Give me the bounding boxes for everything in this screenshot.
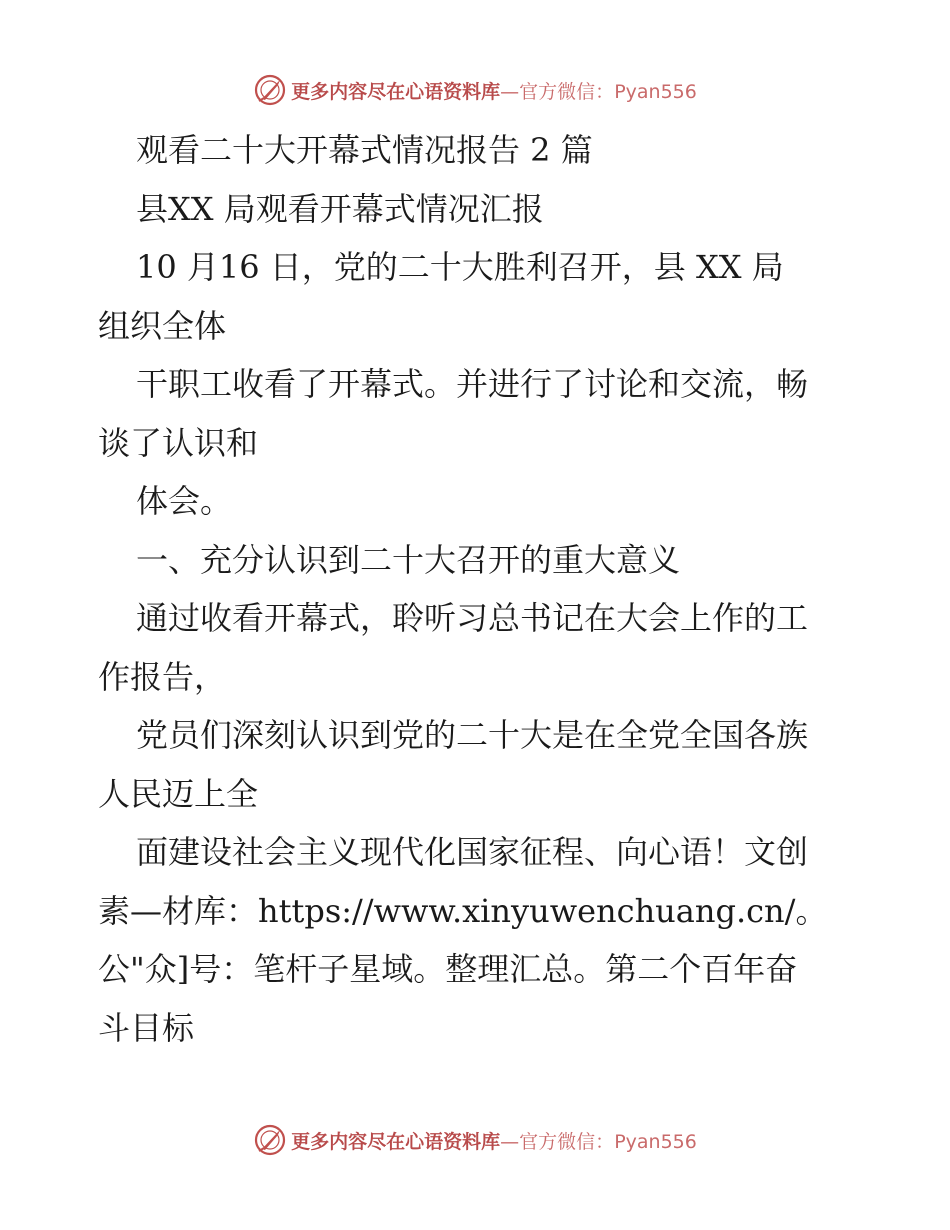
paragraph-line: 体会。 <box>136 482 233 520</box>
paragraph-line: 作报告， <box>98 657 227 696</box>
document-subtitle: 县XX 局观看开幕式情况汇报 <box>136 189 544 228</box>
paragraph-line: 素—材库：https://www.xinyuwenchuang.cn/。 <box>98 891 828 930</box>
watermark-text <box>291 77 697 104</box>
paragraph-line: 斗目标 <box>98 1008 195 1047</box>
paragraph-line: 面建设社会主义现代化国家征程、向心语！文创 <box>136 833 809 871</box>
document-body <box>98 121 858 1057</box>
quill-seal-icon <box>253 73 287 107</box>
section-heading: 一、充分认识到二十大召开的重大意义 <box>136 540 681 579</box>
watermark-contact-label: 官方微信： <box>519 80 615 103</box>
watermark-brand: 更多内容尽在心语资料库 <box>291 80 501 103</box>
paragraph-line: 干职工收看了开幕式。并进行了讨论和交流，畅 <box>136 365 809 403</box>
quill-seal-icon <box>253 1123 287 1157</box>
document-title: 观看二十大开幕式情况报告 2 篇 <box>136 131 593 169</box>
watermark-separator: — <box>500 80 520 103</box>
watermark-handle: Pyan556 <box>614 1130 697 1153</box>
paragraph-line: 10 月16 日，党的二十大胜利召开，县 XX 局 <box>136 248 784 286</box>
watermark-handle: Pyan556 <box>614 80 697 103</box>
paragraph-line: 谈了认识和 <box>98 423 259 462</box>
watermark-group <box>253 1123 697 1157</box>
paragraph-line: 公"众]号：笔杆子星域。整理汇总。第二个百年奋 <box>98 950 798 988</box>
paragraph-line: 党员们深刻认识到党的二十大是在全党全国各族 <box>136 716 809 754</box>
watermark-contact-label: 官方微信： <box>519 1130 615 1153</box>
paragraph-line: 组织全体 <box>98 306 227 345</box>
paragraph-line: 通过收看开幕式，聆听习总书记在大会上作的工 <box>136 599 809 637</box>
watermark-separator: — <box>500 1130 520 1153</box>
watermark-group <box>253 73 697 107</box>
watermark-header <box>0 70 950 110</box>
watermark-brand: 更多内容尽在心语资料库 <box>291 1130 501 1153</box>
watermark-footer <box>0 1120 950 1160</box>
paragraph-line: 人民迈上全 <box>98 774 259 813</box>
watermark-text <box>291 1127 697 1154</box>
